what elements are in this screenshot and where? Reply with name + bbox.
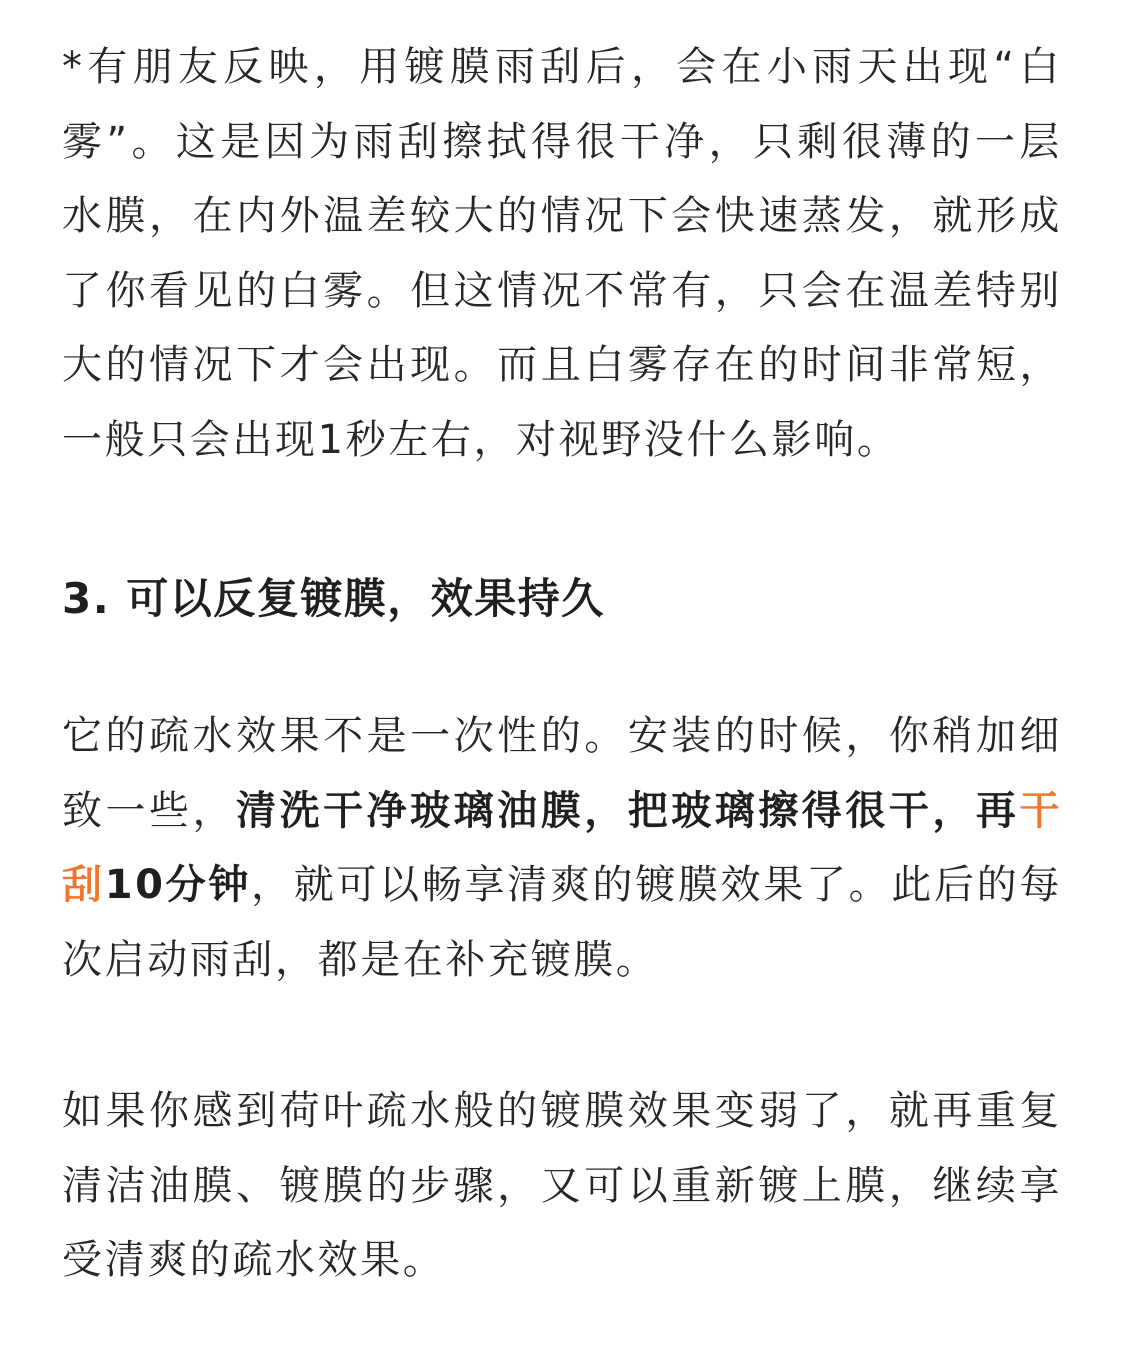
paragraph-text: ，就可以畅享清爽的镀膜效果了。此后的每次启动雨刮，都是在补充镀膜。	[62, 862, 1062, 983]
bold-instruction: 清洗干净玻璃油膜，把玻璃擦得很干，再	[236, 787, 1020, 834]
section-heading: 3. 可以反复镀膜，效果持久	[62, 574, 605, 623]
paragraph-white-fog-note: *有朋友反映，用镀膜雨刮后，会在小雨天出现“白雾”。这是因为雨刮擦拭得很干净，只剩很薄的一层水膜，在内外温差较大的情况下会快速蒸发，就形成了你看见的白雾。但这情况不常有，只会在温差特别大的情况下才会出现。而且白雾存在的时间非常短，一般只会出现1秒左右，对视野没什么影响。	[62, 44, 1062, 463]
paragraph-text: 它的疏水效果不是一次性的。安装的时候，你稍加细致一些，	[62, 713, 1062, 834]
paragraph-reusable-coating	[62, 699, 1062, 997]
highlight-dry-wipe: 干刮	[62, 787, 1062, 908]
paragraph-repeat-steps: 如果你感到荷叶疏水般的镀膜效果变弱了，就再重复清洁油膜、镀膜的步骤，又可以重新镀上膜，继续享受清爽的疏水效果。	[62, 1088, 1062, 1283]
article-body	[62, 30, 1062, 1298]
bold-duration: 10分钟	[104, 862, 252, 908]
